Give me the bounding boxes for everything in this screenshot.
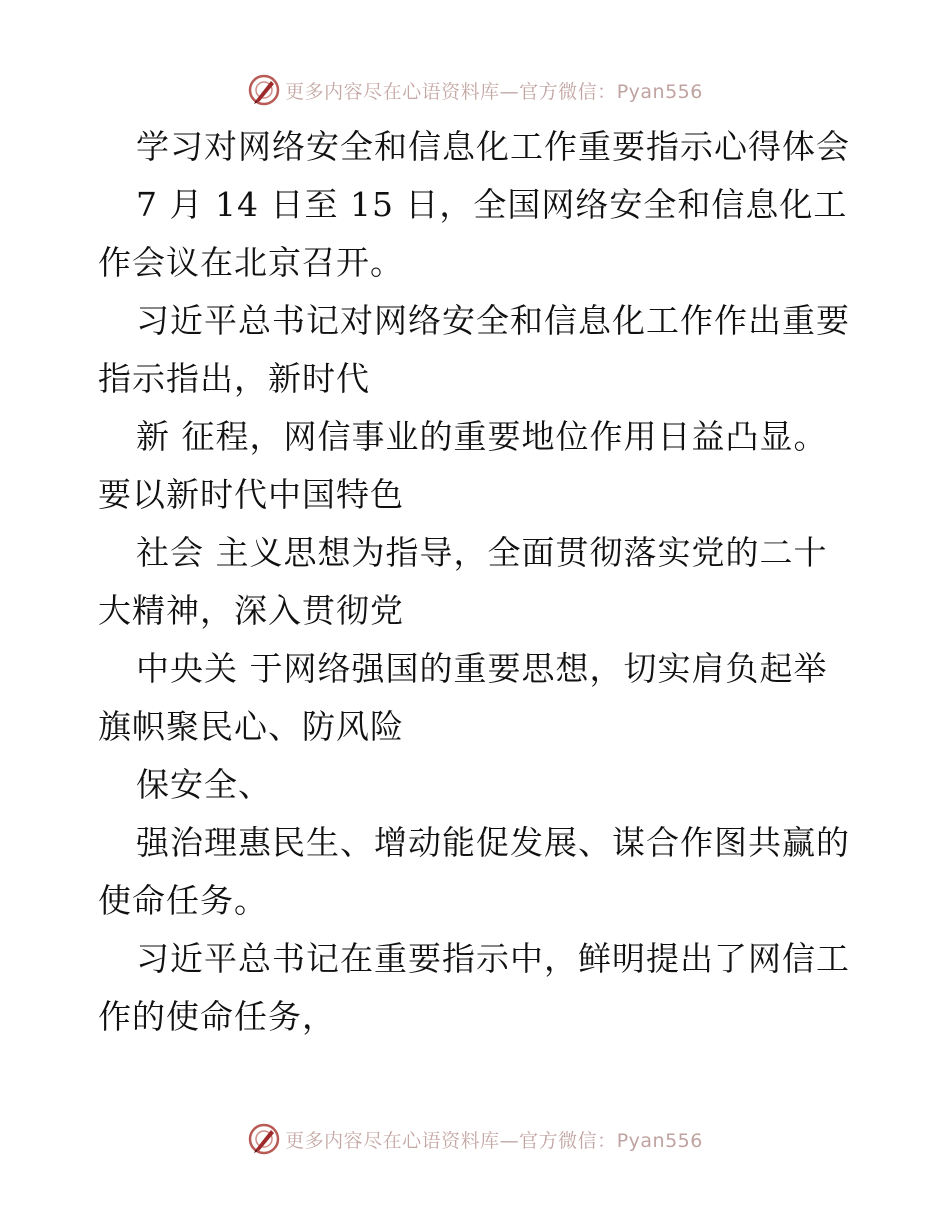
pen-logo-icon [247, 73, 281, 107]
paragraph-line: 社会 主义思想为指导，全面贯彻落实党的二十 [136, 533, 828, 572]
watermark-brand: 更多内容尽在心语资料库 [285, 80, 500, 103]
document-body [98, 118, 858, 1046]
watermark-wechat-id: Pyan556 [616, 1129, 703, 1152]
paragraph-line: 旗帜聚民心、防风险 [98, 707, 404, 746]
paragraph-line: 作的使命任务， [98, 997, 336, 1036]
paragraph-line: 强治理惠民生、增动能促发展、谋合作图共赢的 [136, 823, 850, 862]
pen-logo-icon [247, 1122, 281, 1156]
watermark-text [285, 1126, 703, 1153]
document-title: 学习对网络安全和信息化工作重要指示心得体会 [136, 127, 850, 166]
watermark-brand: 更多内容尽在心语资料库 [285, 1129, 500, 1152]
paragraph-line: 指示指出，新时代 [98, 359, 370, 398]
paragraph-line: 大精神，深入贯彻党 [98, 591, 404, 630]
paragraph-line: 新 征程，网信事业的重要地位作用日益凸显。 [136, 417, 828, 456]
paragraph-line: 保安全、 [136, 765, 272, 804]
header-watermark [0, 70, 950, 110]
paragraph-line: 7 月 14 日至 15 日，全国网络安全和信息化工 [136, 185, 848, 224]
watermark-wechat-label: 官方微信： [519, 1129, 617, 1152]
paragraph-line: 习近平总书记在重要指示中，鲜明提出了网信工 [136, 939, 850, 978]
watermark-wechat-label: 官方微信： [519, 80, 617, 103]
watermark-text [285, 77, 703, 104]
footer-watermark [0, 1119, 950, 1159]
paragraph-line: 习近平总书记对网络安全和信息化工作作出重要 [136, 301, 850, 340]
paragraph-line: 使命任务。 [98, 881, 268, 920]
paragraph-line: 要以新时代中国特色 [98, 475, 404, 514]
paragraph-line: 中央关 于网络强国的重要思想，切实肩负起举 [136, 649, 828, 688]
watermark-separator: — [499, 1129, 520, 1152]
watermark-wechat-id: Pyan556 [616, 80, 703, 103]
watermark-separator: — [499, 80, 520, 103]
paragraph-line: 作会议在北京召开。 [98, 243, 404, 282]
